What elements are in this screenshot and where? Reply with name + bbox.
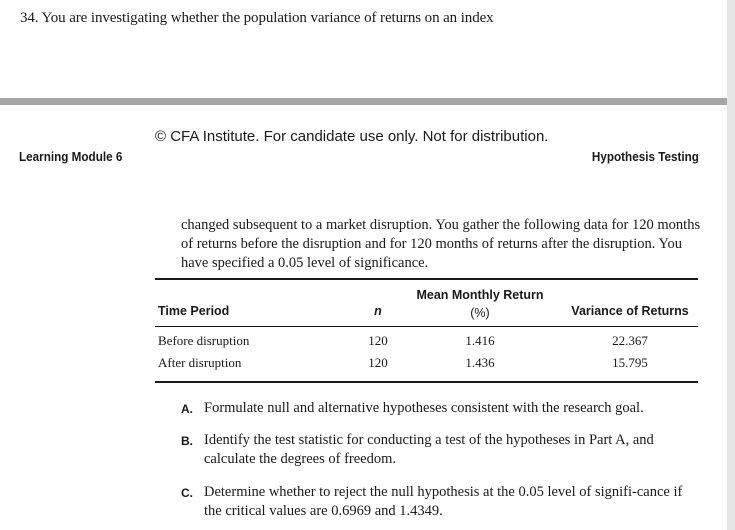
cell-n: 120	[368, 333, 388, 348]
copyright-notice: © CFA Institute. For candidate use only. Not for distribution.	[155, 128, 549, 145]
header-mean-line2: (%)	[470, 306, 490, 320]
question-start-text: 34. You are investigating whether the population variance of returns on an index	[20, 10, 494, 26]
cell-n: 120	[368, 355, 388, 370]
table-header-rule	[155, 326, 698, 327]
page-edge	[727, 0, 735, 530]
cell-mean: 1.436	[465, 355, 495, 370]
header-mean-monthly-return	[390, 286, 570, 322]
cell-variance: 15.795	[612, 355, 648, 370]
running-header-module: Learning Module 6	[19, 149, 123, 164]
table-bottom-rule	[155, 381, 698, 383]
header-mean-line1: Mean Monthly Return	[416, 288, 544, 302]
part-letter: A.	[181, 402, 193, 416]
part-text: Identify the test statistic for conducting a test of the hypotheses in Part A, and calculate the degrees of freedom.	[204, 432, 654, 467]
question-part-c	[181, 483, 701, 521]
running-header-title: Hypothesis Testing	[591, 149, 699, 164]
header-n: n	[374, 304, 382, 318]
page-divider	[0, 98, 727, 105]
header-variance: Variance of Returns	[571, 304, 689, 318]
question-part-b	[181, 431, 701, 469]
part-text: Determine whether to reject the null hypothesis at the 0.05 level of signifi-cance if the critical values are 0.6969 and 1.4349.	[204, 484, 683, 519]
cell-period: After disruption	[158, 355, 242, 370]
part-text: Formulate null and alternative hypotheses consistent with the research goal.	[204, 400, 644, 416]
part-letter: C.	[181, 486, 193, 500]
question-continuation-text: changed subsequent to a market disruption. You gather the following data for 120 months of returns before the disruption and for 120 months of returns after the disruption. You have specified a 0.05 level of significance.	[181, 217, 701, 271]
cell-mean: 1.416	[465, 333, 495, 348]
header-time-period: Time Period	[158, 304, 230, 318]
part-letter: B.	[181, 434, 193, 448]
question-part-a	[181, 399, 701, 418]
cell-variance: 22.367	[612, 333, 648, 348]
table-top-rule	[155, 278, 698, 280]
cell-period: Before disruption	[158, 333, 250, 348]
